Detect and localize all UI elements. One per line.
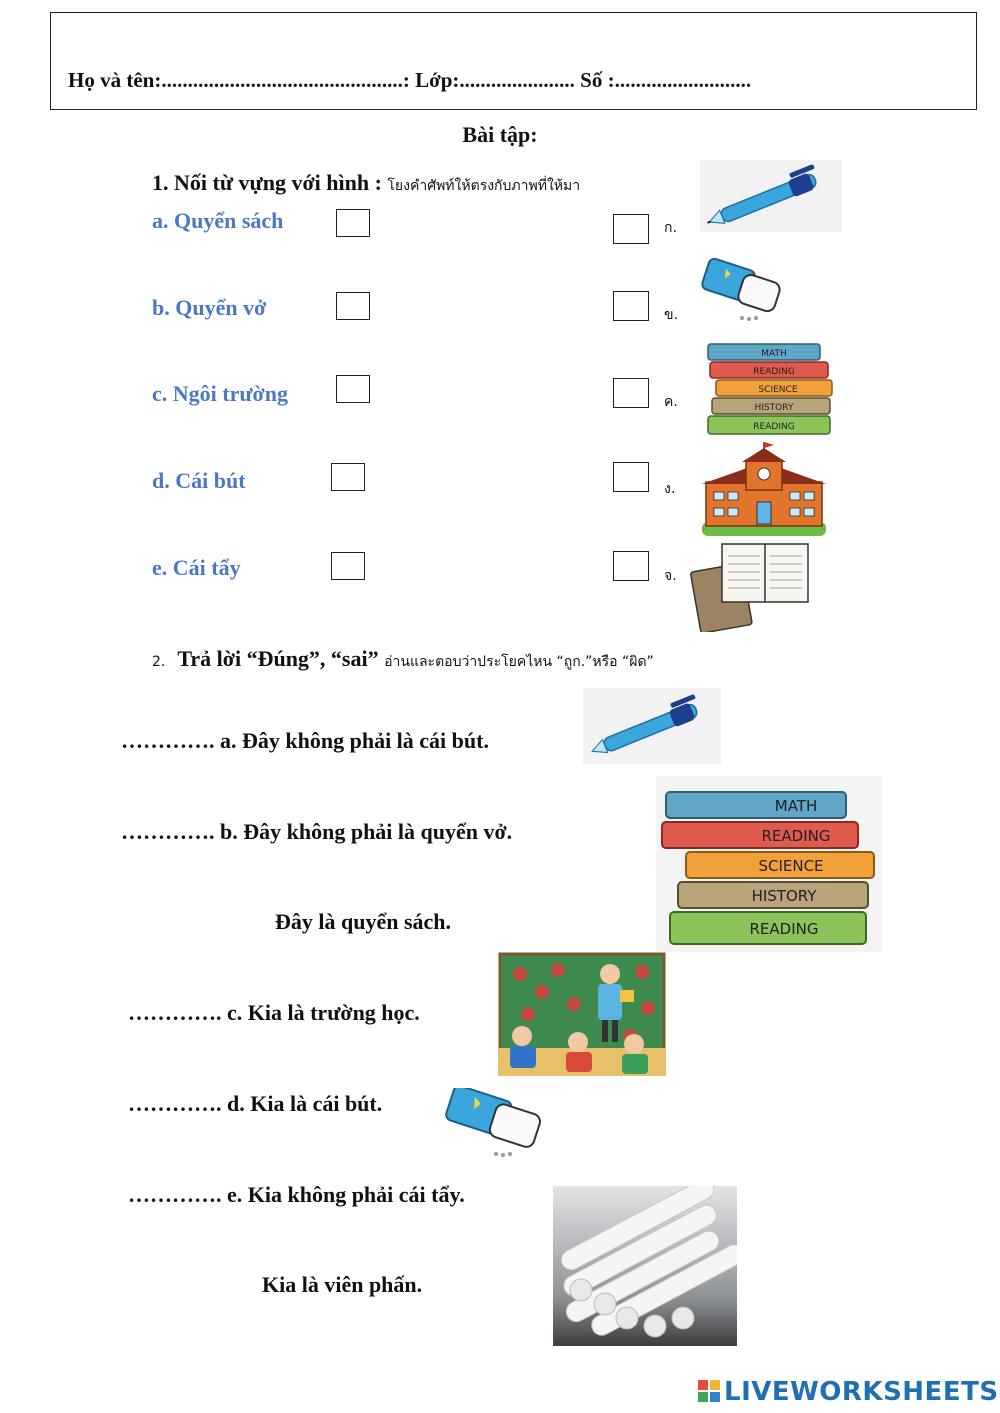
svg-text:SCIENCE: SCIENCE (758, 857, 824, 875)
name-field[interactable]: ..............................................: (161, 68, 410, 92)
option-label-5: จ. (664, 568, 677, 584)
student-info-line (68, 68, 751, 93)
class-label: Lớp: (415, 68, 460, 92)
number-field[interactable]: .......................... (614, 68, 752, 92)
match-box-right-3[interactable] (613, 378, 649, 408)
liveworksheets-logo-icon (698, 1380, 720, 1402)
statement-c: …………. c. Kia là trường học. (128, 1000, 420, 1025)
match-item-a: a. Quyển sách (152, 208, 284, 233)
answer-blank-e[interactable]: …………. (128, 1182, 222, 1207)
answer-blank-d[interactable]: …………. (128, 1091, 222, 1116)
exercise2-title: Trả lời “Đúng”, “sai” (177, 646, 379, 671)
match-item-e: e. Cái tẩy (152, 555, 241, 580)
student-info-box (50, 12, 977, 110)
match-box-right-2[interactable] (613, 291, 649, 321)
eraser-image-2 (438, 1088, 550, 1160)
school-image (702, 442, 826, 538)
option-label-1: ก. (664, 220, 677, 236)
page-title: Bài tập: (462, 122, 538, 147)
match-box-left-b[interactable] (336, 292, 370, 320)
match-item-c: c. Ngôi trường (152, 381, 288, 406)
match-box-left-a[interactable] (336, 209, 370, 237)
statement-d: …………. d. Kia là cái bút. (128, 1091, 383, 1116)
statement-e: …………. e. Kia không phải cái tẩy. (128, 1182, 465, 1207)
option-label-2: ข. (664, 307, 679, 323)
eraser-image (694, 256, 786, 324)
pen-image (700, 160, 842, 232)
pen-image-2 (583, 688, 721, 764)
name-label: Họ và tên: (68, 68, 162, 92)
match-box-right-4[interactable] (613, 462, 649, 492)
exercise2-heading (152, 646, 654, 673)
match-box-right-1[interactable] (613, 214, 649, 244)
class-field[interactable]: ...................... (459, 68, 575, 92)
exercise2-number: 2. (152, 654, 166, 670)
match-box-left-e[interactable] (331, 552, 365, 580)
notebooks-image (688, 540, 812, 632)
exercise2-thai-instruction: อ่านและตอบว่าประโยคไหน “ถูก.”หรือ “ผิด” (384, 654, 654, 670)
option-label-3: ค. (664, 394, 678, 410)
liveworksheets-brand: LIVEWORKSHEETS (724, 1377, 999, 1407)
statement-b-note: Đây là quyển sách. (275, 909, 452, 934)
match-item-b: b. Quyển vở (152, 295, 267, 320)
statement-e-note: Kia là viên phấn. (262, 1272, 423, 1297)
svg-text:HISTORY: HISTORY (754, 403, 794, 413)
classroom-image (498, 952, 666, 1076)
exercise1-number: 1. (152, 170, 169, 195)
svg-text:READING: READING (749, 920, 819, 938)
match-item-d: d. Cái bút (152, 468, 246, 493)
svg-text:READING: READING (753, 367, 795, 377)
statement-a: …………. a. Đây không phải là cái bút. (121, 728, 489, 753)
match-box-left-d[interactable] (331, 463, 365, 491)
exercise1-thai-instruction: โยงคำศัพท์ให้ตรงกับภาพที่ให้มา (387, 178, 581, 194)
svg-text:MATH: MATH (774, 797, 818, 815)
option-label-4: ง. (664, 481, 676, 497)
match-box-right-5[interactable] (613, 551, 649, 581)
svg-text:HISTORY: HISTORY (751, 887, 817, 905)
books-image (704, 338, 836, 442)
chalk-image (553, 1186, 737, 1346)
answer-blank-c[interactable]: …………. (128, 1000, 222, 1025)
exercise1-heading (152, 170, 580, 197)
svg-text:SCIENCE: SCIENCE (758, 385, 798, 395)
liveworksheets-logo (698, 1377, 999, 1407)
answer-blank-a[interactable]: …………. (121, 728, 215, 753)
statement-b: …………. b. Đây không phải là quyển vở. (121, 819, 513, 844)
svg-text:MATH: MATH (761, 349, 787, 359)
match-box-left-c[interactable] (336, 375, 370, 403)
books-image-2 (656, 776, 882, 952)
number-label: Số : (580, 68, 615, 92)
answer-blank-b[interactable]: …………. (121, 819, 215, 844)
svg-text:READING: READING (761, 827, 831, 845)
exercise1-title: Nối từ vựng với hình : (174, 170, 382, 195)
svg-text:READING: READING (753, 422, 795, 432)
